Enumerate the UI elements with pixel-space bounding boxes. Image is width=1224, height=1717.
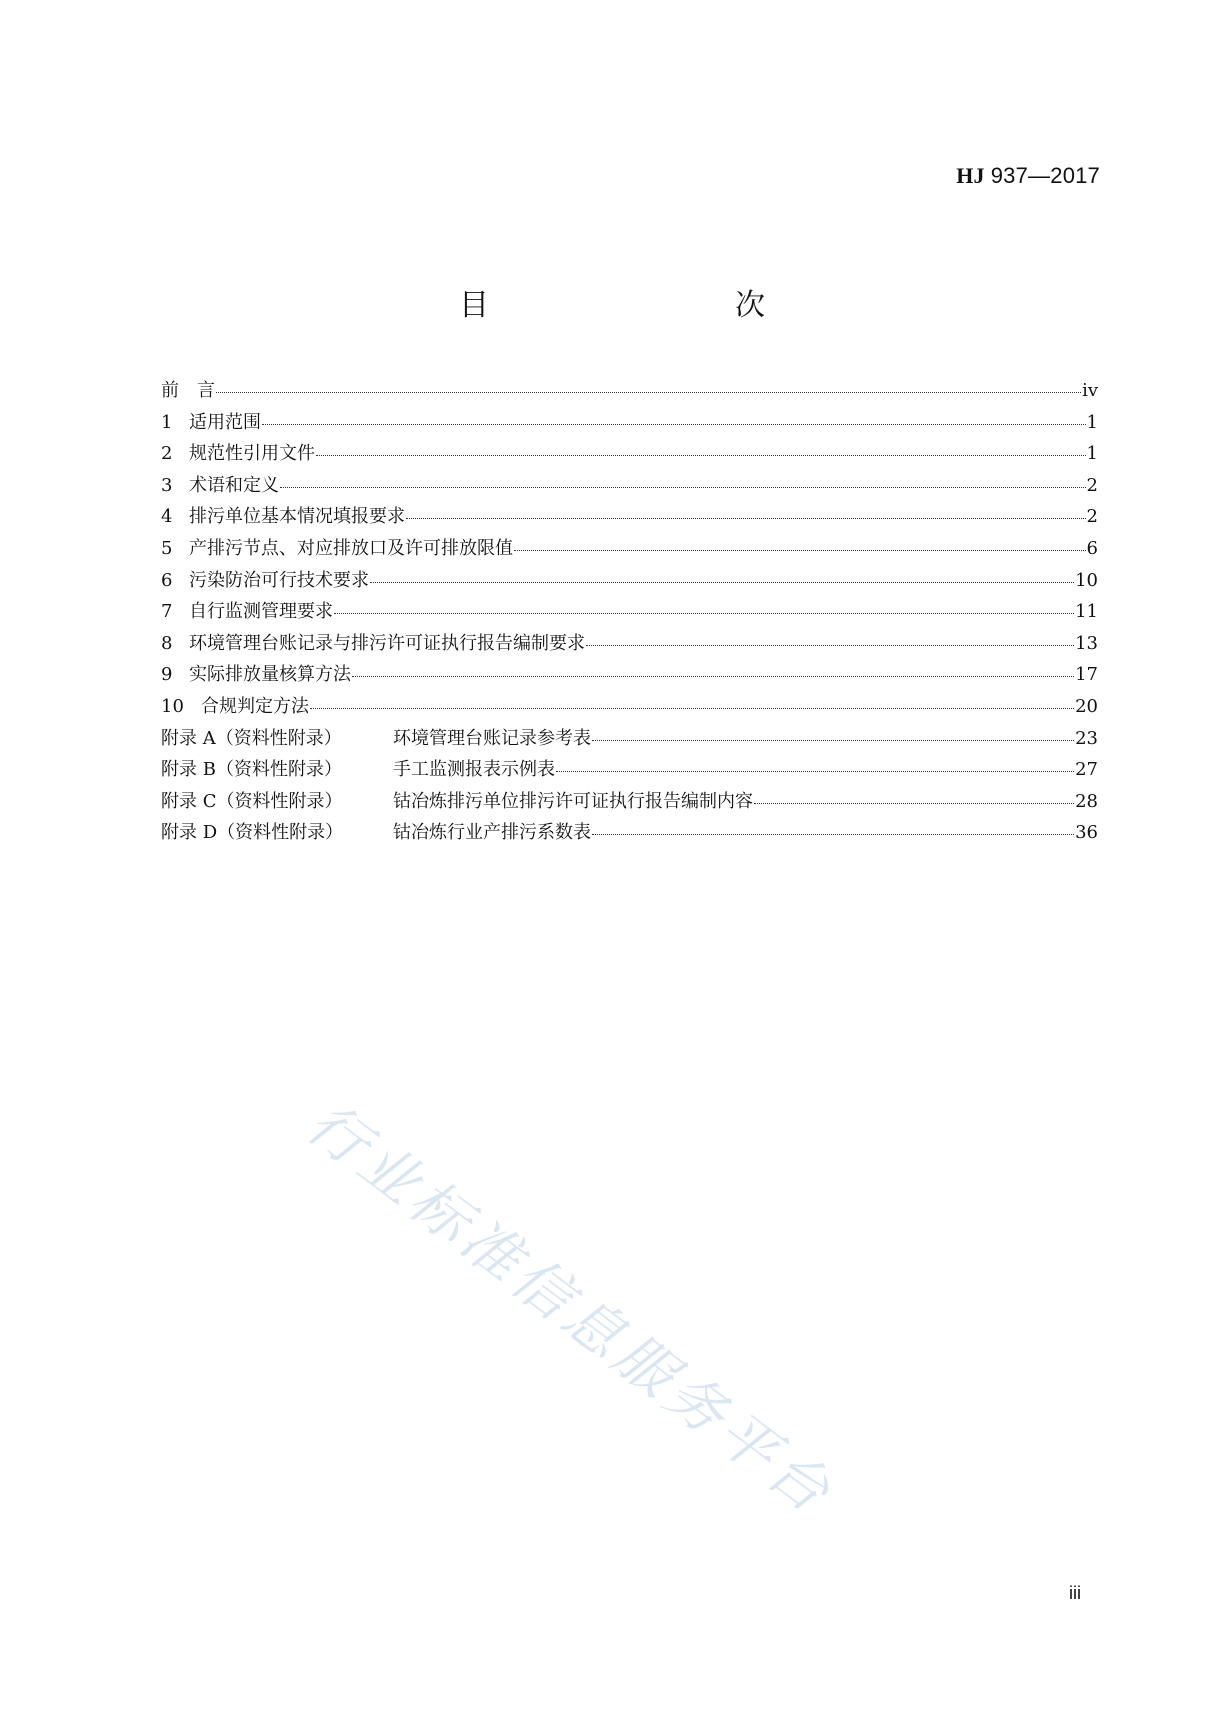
toc-entry-number: 6 (161, 569, 173, 591)
toc-entry-label: 排污单位基本情况填报要求 (189, 506, 405, 528)
appendix-tag: 附录 C（资料性附录） (161, 790, 343, 812)
toc-entry-label: 前 言 (161, 380, 215, 401)
toc-leader-dots (592, 738, 1074, 741)
toc-entry-4[interactable] (161, 501, 1098, 533)
toc-entry-label: 合规判定方法 (201, 695, 309, 717)
appendix-tag: 附录 D（资料性附录） (161, 822, 344, 844)
toc-entry-label: 产排污节点、对应排放口及许可排放限值 (189, 537, 513, 559)
toc-entry-page: 1 (1086, 411, 1098, 433)
watermark: 行业标准信息服务平台 (294, 1088, 847, 1529)
toc-entry-6[interactable] (161, 565, 1098, 597)
toc-entry-page: 10 (1075, 569, 1098, 591)
toc-entry-number: 4 (161, 506, 173, 528)
toc-leader-dots (406, 516, 1086, 519)
toc-entry-label: 钴冶炼排污单位排污许可证执行报告编制内容 (393, 790, 753, 812)
toc-entry-page: 36 (1075, 822, 1098, 844)
toc-entry-label: 环境管理台账记录与排污许可证执行报告编制要求 (189, 632, 585, 654)
toc-leader-dots (280, 485, 1086, 488)
toc-entry-number: 7 (161, 601, 173, 623)
toc-entry-label: 实际排放量核算方法 (189, 664, 351, 686)
toc-entry-page: 6 (1086, 537, 1098, 559)
toc-entry-label: 钴冶炼行业产排污系数表 (393, 822, 591, 844)
toc-leader-dots (556, 769, 1074, 772)
toc-entry-label: 污染防治可行技术要求 (189, 569, 369, 591)
toc-leader-dots (352, 674, 1074, 677)
toc-entry-number: 3 (161, 474, 173, 496)
appendix-tag: 附录 B（资料性附录） (161, 759, 342, 781)
toc-entry-page: 11 (1075, 601, 1098, 623)
toc-leader-dots (216, 390, 1081, 393)
toc-entry-7[interactable] (161, 596, 1098, 628)
toc-leader-dots (310, 706, 1074, 709)
table-of-contents (161, 375, 1098, 849)
toc-leader-dots (262, 422, 1086, 425)
toc-entry-number: 9 (161, 664, 173, 686)
appendix-tag: 附录 A（资料性附录） (161, 727, 342, 749)
toc-entry-9[interactable] (161, 659, 1098, 691)
toc-leader-dots (754, 801, 1074, 804)
toc-entry-page: iv (1082, 380, 1098, 401)
standard-code-number: 937—2017 (990, 163, 1100, 188)
toc-entry-preface[interactable] (161, 375, 1098, 407)
toc-entry-page: 2 (1086, 474, 1098, 496)
toc-entry-label: 手工监测报表示例表 (393, 759, 555, 781)
toc-entry-number: 5 (161, 537, 173, 559)
toc-leader-dots (334, 611, 1074, 614)
toc-entry-2[interactable] (161, 438, 1098, 470)
toc-entry-number: 8 (161, 632, 173, 654)
toc-entry-page: 2 (1086, 506, 1098, 528)
toc-entry-number: 1 (161, 411, 173, 433)
page-title: 目 次 (459, 288, 827, 323)
toc-entry-appendix-b[interactable] (161, 754, 1098, 786)
page-number: iii (1069, 1583, 1081, 1603)
toc-entry-10[interactable] (161, 691, 1098, 723)
toc-entry-page: 27 (1075, 759, 1098, 781)
toc-entry-3[interactable] (161, 470, 1098, 502)
toc-leader-dots (514, 548, 1086, 551)
toc-entry-page: 20 (1075, 695, 1098, 717)
toc-entry-label: 规范性引用文件 (189, 443, 315, 465)
toc-entry-appendix-a[interactable] (161, 723, 1098, 755)
toc-entry-label: 术语和定义 (189, 474, 279, 496)
toc-leader-dots (586, 643, 1074, 646)
standard-code (956, 163, 1100, 189)
toc-entry-page: 28 (1075, 790, 1098, 812)
toc-leader-dots (316, 453, 1086, 456)
standard-code-prefix: HJ (956, 163, 985, 188)
toc-entry-page: 23 (1075, 727, 1098, 749)
toc-entry-page: 17 (1075, 664, 1098, 686)
toc-entry-number: 10 (161, 695, 184, 717)
toc-entry-8[interactable] (161, 628, 1098, 660)
toc-entry-5[interactable] (161, 533, 1098, 565)
toc-leader-dots (370, 580, 1074, 583)
toc-entry-label: 适用范围 (189, 411, 261, 433)
toc-leader-dots (592, 832, 1074, 835)
toc-entry-1[interactable] (161, 407, 1098, 439)
toc-entry-appendix-c[interactable] (161, 786, 1098, 818)
toc-entry-page: 1 (1086, 443, 1098, 465)
toc-entry-label: 自行监测管理要求 (189, 601, 333, 623)
toc-entry-number: 2 (161, 443, 173, 465)
toc-entry-appendix-d[interactable] (161, 817, 1098, 849)
toc-entry-label: 环境管理台账记录参考表 (393, 727, 591, 749)
toc-entry-page: 13 (1075, 632, 1098, 654)
